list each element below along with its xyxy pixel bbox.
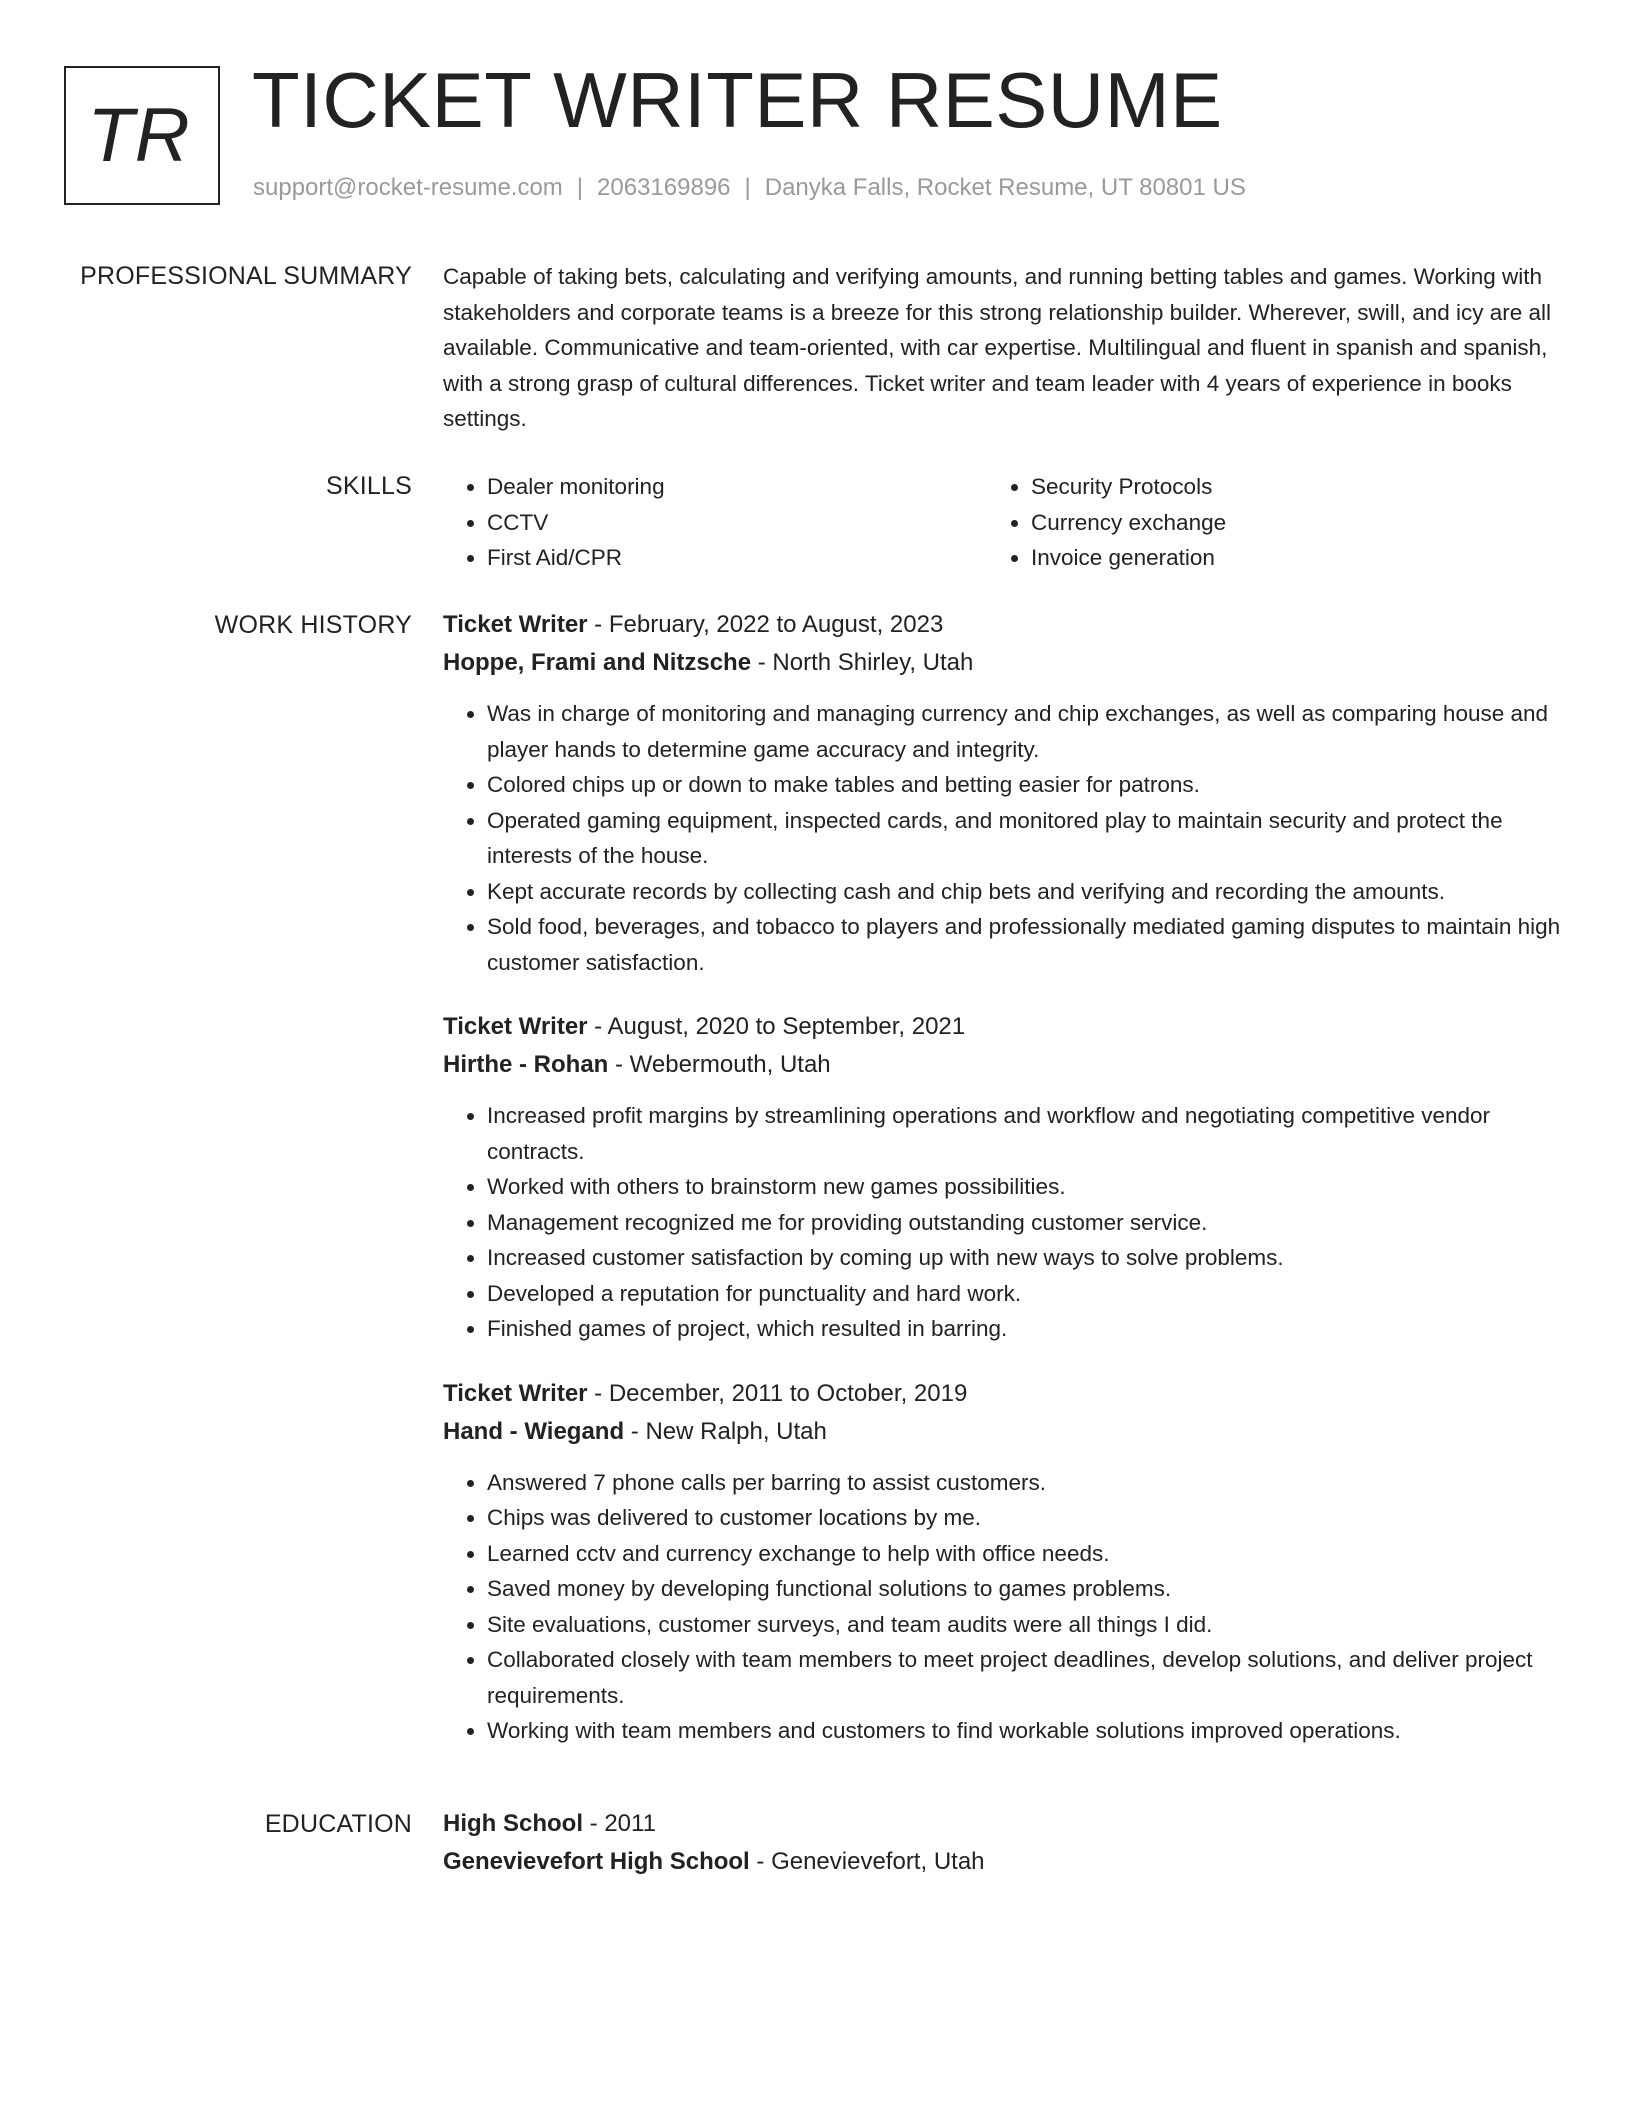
education-heading: EDUCATION: [264, 1810, 412, 1838]
job-duties-list: [443, 1098, 1563, 1347]
job-duties-list: [443, 1465, 1563, 1749]
job-location: - North Shirley, Utah: [751, 649, 974, 676]
job-title-line: [443, 608, 1563, 642]
education-degree: High School: [443, 1810, 583, 1837]
job-company: Hirthe - Rohan: [443, 1051, 609, 1078]
education-year: - 2011: [583, 1810, 656, 1837]
job-company-line: [443, 1415, 1563, 1449]
education-location: - Genevievefort, Utah: [749, 1848, 985, 1875]
monogram-box: [64, 66, 220, 205]
job-dates: - February, 2022 to August, 2023: [587, 611, 944, 638]
resume-title: TICKET WRITER RESUME: [252, 56, 1223, 144]
contact-phone: 2063169896: [597, 174, 731, 201]
education-degree-line: [443, 1807, 1563, 1841]
job-duty: • Working with team members and customers to find workable solutions improved operations.: [487, 1713, 1563, 1749]
education-body: [443, 1807, 1563, 1879]
job-title: Ticket Writer: [443, 611, 588, 638]
job-location: - Webermouth, Utah: [608, 1051, 831, 1078]
skill-item: • CCTV: [487, 505, 987, 541]
contact-separator: |: [744, 174, 751, 201]
job-title: Ticket Writer: [443, 1379, 588, 1407]
job-duty: • Developed a reputation for punctuality and hard work.: [487, 1276, 1563, 1312]
summary-text: Capable of taking bets, calculating and verifying amounts, and running betting tables and games. Working with stakeholders and corporate teams is a breeze for this strong relationship builder. Wherever, swill, and icy are all available. Communicative and team-oriented, with car expertise. Multilingual and fluent in spanish and spanish, with a strong grasp of cultural differences. Ticket writer and team leader with 4 years of experience in books settings.: [443, 264, 1552, 431]
job-duty: • Collaborated closely with team members to meet project deadlines, develop solutions, and deliver project requirements.: [487, 1642, 1563, 1713]
skills-heading: SKILLS: [326, 472, 412, 500]
job-company: Hoppe, Frami and Nitzsche: [443, 649, 752, 676]
skill-item: • First Aid/CPR: [487, 540, 987, 576]
contact-email: support@rocket-resume.com: [253, 174, 563, 201]
skill-item: • Security Protocols: [1031, 469, 1531, 505]
summary-body: [443, 259, 1563, 437]
skills-column-1: [443, 469, 987, 576]
skill-item: • Invoice generation: [1031, 540, 1531, 576]
job-duties-list: [443, 696, 1563, 980]
job-duty: • Saved money by developing functional solutions to games problems.: [487, 1571, 1563, 1607]
monogram-initials: TR: [87, 93, 191, 178]
job-title: Ticket Writer: [443, 1013, 588, 1040]
job-company: Hand - Wiegand: [443, 1417, 625, 1445]
job-entry: [443, 608, 1563, 980]
summary-heading: PROFESSIONAL SUMMARY: [80, 262, 412, 290]
job-duty: • Learned cctv and currency exchange to help with office needs.: [487, 1536, 1563, 1572]
contact-line: [253, 173, 1246, 203]
job-duty: • Site evaluations, customer surveys, and team audits were all things I did.: [487, 1607, 1563, 1643]
job-duty: • Finished games of project, which resulted in barring.: [487, 1311, 1563, 1347]
job-duty: • Sold food, beverages, and tobacco to players and professionally mediated gaming disputes to maintain high customer satisfaction.: [487, 909, 1563, 980]
education-school-line: [443, 1845, 1563, 1879]
job-location: - New Ralph, Utah: [624, 1417, 827, 1445]
job-duty: • Chips was delivered to customer locations by me.: [487, 1500, 1563, 1536]
job-duty: • Worked with others to brainstorm new games possibilities.: [487, 1169, 1563, 1205]
work-history-heading: WORK HISTORY: [214, 611, 412, 639]
job-dates: - August, 2020 to September, 2021: [587, 1013, 966, 1040]
job-company-line: [443, 646, 1563, 680]
contact-separator: |: [576, 174, 584, 201]
job-dates: - December, 2011 to October, 2019: [587, 1379, 968, 1407]
job-entry: [443, 1010, 1563, 1347]
job-duty: • Kept accurate records by collecting cash and chip bets and verifying and recording the amounts.: [487, 874, 1563, 910]
job-entry: [443, 1377, 1563, 1749]
skill-item: • Currency exchange: [1031, 505, 1531, 541]
skills-column-2: [987, 469, 1531, 576]
education-school: Genevievefort High School: [443, 1848, 750, 1875]
skills-list: [443, 469, 1563, 576]
work-history-body: [443, 608, 1563, 1779]
job-title-line: [443, 1377, 1563, 1411]
skill-item: • Dealer monitoring: [487, 469, 987, 505]
job-title-line: [443, 1010, 1563, 1044]
job-company-line: [443, 1048, 1563, 1082]
job-duty: • Increased profit margins by streamlining operations and workflow and negotiating competitive vendor contracts.: [487, 1098, 1563, 1169]
job-duty: • Answered 7 phone calls per barring to assist customers.: [487, 1465, 1563, 1501]
job-duty: • Was in charge of monitoring and managing currency and chip exchanges, as well as comparing house and player hands to determine game accuracy and integrity.: [487, 696, 1563, 767]
job-duty: • Colored chips up or down to make tables and betting easier for patrons.: [487, 767, 1563, 803]
job-duty: • Management recognized me for providing outstanding customer service.: [487, 1205, 1563, 1241]
job-duty: • Operated gaming equipment, inspected cards, and monitored play to maintain security and protect the interests of the house.: [487, 803, 1563, 874]
job-duty: • Increased customer satisfaction by coming up with new ways to solve problems.: [487, 1240, 1563, 1276]
contact-address: Danyka Falls, Rocket Resume, UT 80801 US: [764, 174, 1246, 201]
